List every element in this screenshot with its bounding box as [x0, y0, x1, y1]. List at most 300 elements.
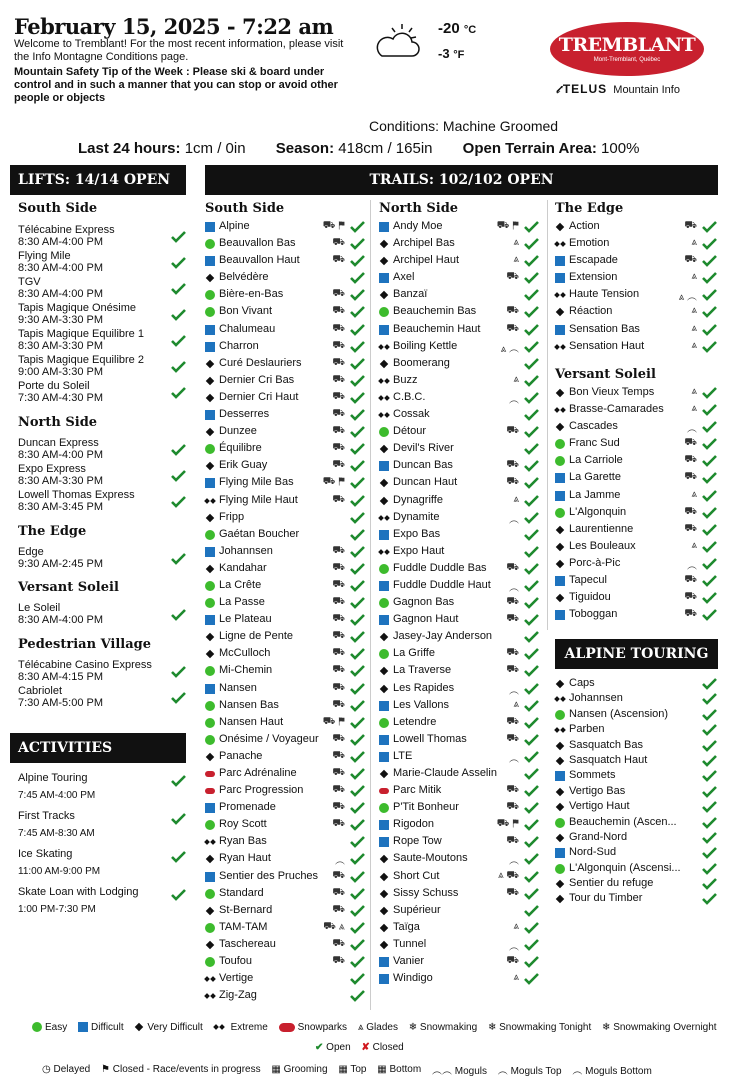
- trail-row[interactable]: [379, 698, 539, 715]
- trail-row[interactable]: [379, 834, 539, 851]
- open-check-icon: [524, 323, 539, 336]
- trail-row[interactable]: [555, 607, 717, 624]
- open-check-icon: [524, 887, 539, 900]
- trail-row[interactable]: [379, 339, 539, 356]
- open-check-icon: [171, 774, 186, 787]
- trail-name: Sissy Schuss: [393, 886, 459, 899]
- trail-row[interactable]: [379, 903, 539, 920]
- trail-name: Marie-Claude Asselin: [393, 767, 497, 779]
- trail-row[interactable]: [205, 732, 365, 749]
- difficulty-icon: [205, 513, 215, 523]
- lift-name: Edge: [18, 546, 44, 558]
- trail-row[interactable]: [379, 869, 539, 886]
- trail-name: Bière-en-Bas: [219, 288, 284, 301]
- trail-row[interactable]: [555, 488, 717, 505]
- trail-row[interactable]: [205, 800, 365, 817]
- trail-row[interactable]: [205, 698, 365, 715]
- open-check-icon: [702, 785, 717, 798]
- open-check-icon: [524, 818, 539, 831]
- difficulty-icon: [205, 256, 215, 266]
- trail-name: Archipel Haut: [393, 254, 460, 267]
- trail-name: La Carriole: [569, 454, 623, 467]
- trail-row[interactable]: [555, 287, 717, 304]
- trail-name: La Griffe: [393, 647, 435, 660]
- trail-row[interactable]: [205, 407, 365, 424]
- partly-cloudy-icon: [372, 22, 426, 62]
- trail-row[interactable]: [555, 253, 717, 270]
- trail-row[interactable]: [205, 475, 365, 492]
- glades-icon: ⩓: [357, 1022, 364, 1033]
- trail-row[interactable]: [555, 385, 717, 402]
- trail-condition-icons: ︵: [335, 856, 345, 868]
- trail-row[interactable]: [205, 629, 365, 646]
- trail-row[interactable]: [379, 458, 539, 475]
- trail-row[interactable]: [555, 539, 717, 556]
- lift-hours: 8:30 AM-3:30 PM: [18, 475, 103, 487]
- closed-x-icon: ✘: [361, 1042, 370, 1053]
- lift-name: Télécabine Express: [18, 224, 115, 236]
- trail-row[interactable]: [555, 304, 717, 321]
- open-check-icon: [702, 892, 717, 905]
- difficulty-icon: [379, 666, 389, 676]
- trail-row[interactable]: [379, 817, 539, 834]
- open-check-icon: [171, 608, 186, 621]
- trail-row[interactable]: [205, 903, 365, 920]
- difficulty-icon: [379, 393, 389, 403]
- open-check-icon: [524, 835, 539, 848]
- trail-row[interactable]: [379, 287, 539, 304]
- open-check-icon: [524, 288, 539, 301]
- difficulty-icon: [205, 718, 215, 728]
- trail-name: Boiling Kettle: [393, 339, 458, 352]
- difficulty-icon: [205, 342, 215, 352]
- trail-condition-icons: ⛟: [684, 254, 697, 266]
- difficulty-icon: [205, 906, 215, 916]
- difficulty-icon: [205, 974, 215, 984]
- trail-row[interactable]: [555, 815, 717, 830]
- trail-row[interactable]: [205, 510, 365, 527]
- trail-row[interactable]: [555, 590, 717, 607]
- trail-row[interactable]: [205, 270, 365, 287]
- trail-row[interactable]: [555, 768, 717, 783]
- trail-row[interactable]: [205, 544, 365, 561]
- open-check-icon: [702, 523, 717, 536]
- activity-row[interactable]: [18, 808, 186, 842]
- trail-row[interactable]: [205, 253, 365, 270]
- open-check-icon: [350, 904, 365, 917]
- lift-row[interactable]: [18, 328, 186, 352]
- trail-row[interactable]: [555, 722, 717, 737]
- lift-row[interactable]: [18, 354, 186, 378]
- trail-row[interactable]: [379, 493, 539, 510]
- trail-row[interactable]: [379, 732, 539, 749]
- difficulty-icon: [379, 478, 389, 488]
- trail-row[interactable]: [205, 817, 365, 834]
- open-check-icon: [171, 386, 186, 399]
- open-check-icon: [350, 699, 365, 712]
- trail-condition-icons: ⛟: [332, 596, 345, 608]
- trail-row[interactable]: [379, 510, 539, 527]
- lift-hours: 8:30 AM-4:00 PM: [18, 288, 103, 300]
- trail-name: Gaétan Boucher: [219, 527, 300, 540]
- trail-row[interactable]: [555, 676, 717, 691]
- trail-name: Dernier Cri Bas: [219, 373, 295, 386]
- trail-row[interactable]: [205, 458, 365, 475]
- trail-row[interactable]: [205, 322, 365, 339]
- difficulty-icon: [379, 854, 389, 864]
- temperature-fahrenheit: -3 °F: [438, 46, 465, 61]
- difficulty-icon: [379, 581, 389, 591]
- trail-condition-icons: ⛟: [506, 732, 519, 744]
- trail-row[interactable]: [205, 988, 365, 1005]
- trail-row[interactable]: [205, 681, 365, 698]
- trail-name: Archipel Bas: [393, 237, 455, 250]
- difficulty-icon: [205, 444, 215, 454]
- lift-name: Flying Mile: [18, 250, 71, 262]
- difficulty-icon: [379, 735, 389, 745]
- lift-hours: 9:30 AM-3:30 PM: [18, 314, 103, 326]
- trail-name: Supérieur: [393, 903, 441, 916]
- difficulty-icon: [205, 530, 215, 540]
- difficulty-icon: [379, 427, 389, 437]
- trail-row[interactable]: [555, 753, 717, 768]
- trail-row[interactable]: [205, 493, 365, 510]
- trail-row[interactable]: [555, 738, 717, 753]
- trail-row[interactable]: [379, 920, 539, 937]
- trail-row[interactable]: [555, 876, 717, 891]
- open-check-icon: [702, 862, 717, 875]
- trail-row[interactable]: [205, 373, 365, 390]
- difficulty-icon: [205, 666, 215, 676]
- trail-row[interactable]: [379, 356, 539, 373]
- difficulty-icon: [205, 239, 215, 249]
- trail-row[interactable]: [555, 845, 717, 860]
- lifts-soleil-heading: Versant Soleil: [18, 580, 119, 595]
- trail-name: Andy Moe: [393, 220, 443, 232]
- trail-row[interactable]: [555, 505, 717, 522]
- difficulty-icon: [205, 359, 215, 369]
- difficulty-icon: [379, 820, 389, 830]
- trail-name: Nansen Bas: [219, 698, 279, 711]
- trail-row[interactable]: [379, 681, 539, 698]
- trail-row[interactable]: [205, 851, 365, 868]
- trail-row[interactable]: [205, 595, 365, 612]
- trail-row[interactable]: [555, 556, 717, 573]
- trail-row[interactable]: [379, 390, 539, 407]
- alpine-touring-list: [555, 676, 717, 907]
- trail-name: Beauchemin (Ascen...: [569, 815, 677, 828]
- difficulty-icon: [379, 461, 389, 471]
- lift-row[interactable]: [18, 602, 186, 626]
- trail-row[interactable]: [379, 236, 539, 253]
- open-check-icon: [350, 989, 365, 1002]
- open-check-icon: [350, 305, 365, 318]
- trail-name: Parc Adrénaline: [219, 767, 297, 779]
- difficulty-icon: [555, 848, 565, 858]
- trail-condition-icons: ⩓: [513, 972, 519, 984]
- activity-row[interactable]: [18, 770, 186, 804]
- trail-row[interactable]: [205, 834, 365, 851]
- trail-row[interactable]: [379, 322, 539, 339]
- trail-row[interactable]: [205, 715, 365, 732]
- trail-row[interactable]: [555, 236, 717, 253]
- trail-row[interactable]: [379, 219, 539, 236]
- trail-row[interactable]: [205, 287, 365, 304]
- lift-row[interactable]: [18, 224, 186, 248]
- trail-name: Belvédère: [219, 271, 269, 284]
- trail-row[interactable]: [555, 573, 717, 590]
- difficulty-icon: [555, 741, 565, 751]
- trail-condition-icons: ⛟: [506, 476, 519, 488]
- trail-row[interactable]: [555, 891, 717, 906]
- trail-row[interactable]: [555, 707, 717, 722]
- lift-row[interactable]: [18, 276, 186, 300]
- trail-row[interactable]: [205, 612, 365, 629]
- trail-row[interactable]: [555, 861, 717, 876]
- difficulty-icon: [379, 342, 389, 352]
- trail-name: Expo Haut: [393, 544, 445, 557]
- trail-row[interactable]: [205, 441, 365, 458]
- difficulty-icon: [379, 256, 389, 266]
- lift-hours: 8:30 AM-4:15 PM: [18, 671, 103, 683]
- trail-name: Parc Progression: [219, 784, 304, 797]
- trail-name: Fuddle Duddle Haut: [393, 578, 491, 591]
- trail-row[interactable]: [205, 749, 365, 766]
- open-check-icon: [524, 972, 539, 985]
- lift-name: Tapis Magique Equilibre 1: [18, 328, 144, 340]
- trail-row[interactable]: [555, 830, 717, 845]
- trail-row[interactable]: [379, 971, 539, 988]
- lift-name: Expo Express: [18, 463, 86, 475]
- trail-row[interactable]: [379, 373, 539, 390]
- trail-row[interactable]: [379, 475, 539, 492]
- lift-row[interactable]: [18, 437, 186, 461]
- trail-row[interactable]: [555, 339, 717, 356]
- trail-row[interactable]: [379, 629, 539, 646]
- trail-row[interactable]: [379, 304, 539, 321]
- trail-row[interactable]: [555, 453, 717, 470]
- open-check-icon: [171, 443, 186, 456]
- trail-name: Johannsen: [219, 544, 273, 557]
- trail-name: Franc Sud: [569, 437, 620, 450]
- difficulty-icon: [555, 771, 565, 781]
- difficulty-icon: [205, 820, 215, 830]
- alpine-touring-banner: ALPINE TOURING: [555, 639, 718, 669]
- trail-name: Erik Guay: [219, 459, 268, 472]
- trail-row[interactable]: [205, 646, 365, 663]
- trail-row[interactable]: [379, 937, 539, 954]
- trail-name: Extension: [569, 271, 618, 284]
- difficulty-icon: [205, 923, 215, 933]
- telus-sponsor: 𝓉 TELUS Mountain Info: [556, 82, 680, 96]
- trail-row[interactable]: [205, 783, 365, 800]
- tremblant-logo[interactable]: TREMBLANT Mont-Tremblant, Québec: [550, 22, 704, 76]
- open-check-icon: [171, 256, 186, 269]
- trail-row[interactable]: [555, 784, 717, 799]
- activity-row[interactable]: [18, 884, 186, 918]
- trail-condition-icons: ⛟: [332, 784, 345, 796]
- trail-name: St-Bernard: [219, 903, 273, 916]
- trail-row[interactable]: [379, 270, 539, 287]
- trail-row[interactable]: [205, 390, 365, 407]
- trail-row[interactable]: [555, 219, 717, 236]
- lift-row[interactable]: [18, 659, 186, 683]
- activity-row[interactable]: [18, 846, 186, 880]
- trail-row[interactable]: [379, 646, 539, 663]
- open-check-icon: [350, 254, 365, 267]
- trail-row[interactable]: [205, 766, 365, 783]
- trail-row[interactable]: [379, 783, 539, 800]
- lift-hours: 8:30 AM-3:45 PM: [18, 501, 103, 513]
- trail-name: Le Plateau: [219, 613, 272, 626]
- trail-row[interactable]: [555, 419, 717, 436]
- trail-condition-icons: ⛟: [684, 522, 697, 534]
- trail-condition-icons: ︵: [509, 582, 519, 594]
- lift-row[interactable]: [18, 380, 186, 404]
- trail-row[interactable]: [555, 270, 717, 287]
- difficulty-icon: [555, 388, 565, 398]
- lifts-edge-heading: The Edge: [18, 524, 87, 539]
- open-check-icon: [524, 579, 539, 592]
- trail-row[interactable]: [379, 527, 539, 544]
- trail-row[interactable]: [205, 527, 365, 544]
- open-check-icon: [350, 972, 365, 985]
- trail-name: Brasse-Camarades: [569, 403, 664, 416]
- trail-row[interactable]: [379, 561, 539, 578]
- temperature-celsius: -20 °C: [438, 20, 477, 37]
- open-check-icon: [524, 750, 539, 763]
- lift-name: Tapis Magique Equilibre 2: [18, 354, 144, 366]
- difficulty-icon: [205, 735, 215, 745]
- open-check-icon: [350, 220, 365, 233]
- snowmaking-overnight-icon: ❄: [602, 1022, 611, 1033]
- open-check-icon: [350, 357, 365, 370]
- open-check-icon: [524, 955, 539, 968]
- trail-row[interactable]: [205, 356, 365, 373]
- trail-row[interactable]: [555, 522, 717, 539]
- trail-row[interactable]: [205, 578, 365, 595]
- trail-row[interactable]: [205, 424, 365, 441]
- difficulty-icon: [379, 803, 389, 813]
- trail-name: Tiguidou: [569, 591, 611, 604]
- trail-name: Dynamite: [393, 510, 440, 523]
- trail-row[interactable]: [379, 407, 539, 424]
- trail-row[interactable]: [205, 663, 365, 680]
- open-check-icon: [350, 613, 365, 626]
- trail-row[interactable]: [555, 470, 717, 487]
- difficulty-icon: [379, 837, 389, 847]
- trails-soleil-heading: Versant Soleil: [555, 367, 656, 382]
- trail-row[interactable]: [555, 799, 717, 814]
- trail-name: Cossak: [393, 408, 430, 421]
- trail-row[interactable]: [379, 766, 539, 783]
- trail-row[interactable]: [379, 800, 539, 817]
- lift-row[interactable]: [18, 250, 186, 274]
- open-check-icon: [350, 887, 365, 900]
- trail-row[interactable]: [205, 869, 365, 886]
- open-check-icon: [350, 271, 365, 284]
- trail-row[interactable]: [379, 424, 539, 441]
- trail-row[interactable]: [379, 886, 539, 903]
- trail-row[interactable]: [379, 663, 539, 680]
- trail-condition-icons: ⩓: [691, 403, 697, 415]
- trail-row[interactable]: [555, 436, 717, 453]
- trail-name: LTE: [393, 749, 413, 762]
- trail-row[interactable]: [379, 715, 539, 732]
- trail-condition-icons: ⛟: [506, 322, 519, 334]
- trail-condition-icons: ⩓ ︵: [678, 292, 697, 304]
- lift-row[interactable]: [18, 546, 186, 570]
- trail-row[interactable]: [205, 561, 365, 578]
- lift-row[interactable]: [18, 463, 186, 487]
- trail-row[interactable]: [555, 322, 717, 339]
- trail-condition-icons: ⩓: [513, 698, 519, 710]
- trail-name: Letendre: [393, 715, 437, 728]
- trail-condition-icons: ⛟ ⚑: [496, 220, 519, 231]
- trail-row[interactable]: [379, 441, 539, 458]
- trail-condition-icons: ⛟: [332, 578, 345, 590]
- trail-row[interactable]: [379, 612, 539, 629]
- lift-row[interactable]: [18, 685, 186, 709]
- difficulty-icon: [379, 376, 389, 386]
- trail-row[interactable]: [555, 691, 717, 706]
- trail-row[interactable]: [379, 851, 539, 868]
- lift-name: Télécabine Casino Express: [18, 659, 152, 671]
- trail-row[interactable]: [205, 219, 365, 236]
- difficulty-icon: [379, 496, 389, 506]
- trail-condition-icons: ⛟: [332, 801, 345, 813]
- trail-name: Beauchemin Bas: [393, 305, 477, 318]
- trail-row[interactable]: [379, 578, 539, 595]
- trail-name: Grand-Nord: [569, 830, 628, 843]
- trail-row[interactable]: [205, 937, 365, 954]
- trail-row[interactable]: [205, 971, 365, 988]
- open-check-icon: [702, 506, 717, 519]
- trail-name: Panache: [219, 749, 263, 762]
- trail-row[interactable]: [379, 544, 539, 561]
- trail-condition-icons: ⛟: [332, 869, 345, 881]
- difficulty-icon: [379, 239, 389, 249]
- lift-row[interactable]: [18, 302, 186, 326]
- trail-row[interactable]: [205, 920, 365, 937]
- lift-row[interactable]: [18, 489, 186, 513]
- trail-row[interactable]: [379, 253, 539, 270]
- trail-row[interactable]: [205, 886, 365, 903]
- open-check-icon: [524, 716, 539, 729]
- trail-condition-icons: ⛟: [684, 220, 697, 231]
- trail-row[interactable]: [555, 402, 717, 419]
- trail-condition-icons: ⛟: [332, 288, 345, 300]
- trail-row[interactable]: [205, 954, 365, 971]
- trail-name: Vertigo Bas: [569, 784, 626, 797]
- open-check-icon: [524, 511, 539, 524]
- open-check-icon: [702, 739, 717, 752]
- trail-name: Axel: [393, 271, 415, 284]
- open-check-icon: [171, 888, 186, 901]
- trail-row[interactable]: [379, 954, 539, 971]
- trail-row[interactable]: [205, 304, 365, 321]
- trail-name: Fuddle Duddle Bas: [393, 561, 487, 574]
- open-check-icon: [524, 904, 539, 917]
- trail-row[interactable]: [379, 595, 539, 612]
- trail-condition-icons: ⛟ ⩓: [323, 920, 345, 932]
- trail-row[interactable]: [205, 236, 365, 253]
- trail-row[interactable]: [379, 749, 539, 766]
- difficulty-icon: [205, 788, 215, 794]
- trail-name: Cascades: [569, 420, 618, 433]
- difficulty-icon: [379, 957, 389, 967]
- trail-row[interactable]: [205, 339, 365, 356]
